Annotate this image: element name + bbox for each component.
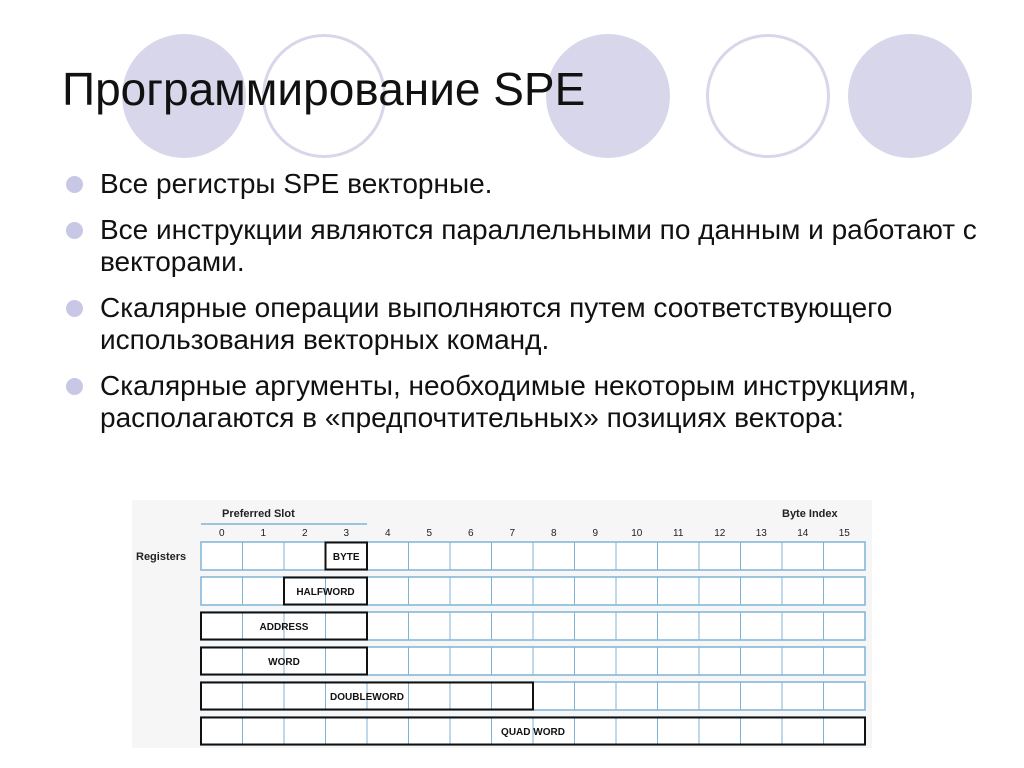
bullet-item — [64, 292, 984, 356]
byte-index-tick: 4 — [384, 528, 391, 539]
slide-title: Программирование SPE — [62, 63, 586, 115]
byte-index-tick: 7 — [509, 528, 516, 539]
bullet-item — [64, 168, 984, 200]
bullet-text: Скалярные операции выполняются путем соответствующего использования векторных команд. — [100, 292, 893, 355]
register-type-label: WORD — [268, 657, 300, 668]
register-type-label: BYTE — [332, 552, 360, 563]
preferred-slot-diagram — [132, 500, 872, 748]
decor-circle-5 — [848, 34, 972, 158]
bullet-dot-icon — [66, 300, 83, 317]
register-row — [201, 577, 865, 605]
byte-index-tick: 2 — [301, 528, 308, 539]
bullet-dot-icon — [66, 176, 83, 193]
byte-index-tick: 0 — [218, 528, 225, 539]
byte-index-tick: 13 — [755, 528, 767, 539]
preferred-slot-svg — [132, 500, 872, 748]
byte-index-tick: 11 — [673, 528, 684, 539]
preferred-slot-label: Preferred Slot — [222, 508, 295, 520]
register-type-label: DOUBLEWORD — [330, 692, 404, 703]
bullet-item — [64, 370, 984, 434]
register-type-label: ADDRESS — [259, 622, 309, 633]
byte-index-tick: 15 — [838, 528, 850, 539]
byte-index-tick: 6 — [467, 528, 474, 539]
register-type-label: HALFWORD — [296, 587, 355, 598]
byte-index-tick: 5 — [426, 528, 433, 539]
register-row — [201, 542, 865, 570]
bullet-dot-icon — [66, 222, 83, 239]
bullet-text: Скалярные аргументы, необходимые некоторым инструкциям, располагаются в «предпочтительных» позициях вектора: — [100, 370, 917, 433]
register-row — [201, 717, 865, 745]
register-row — [201, 647, 865, 675]
decor-circle-4 — [706, 34, 830, 158]
byte-index-label: Byte Index — [782, 508, 838, 520]
byte-index-tick: 1 — [260, 528, 267, 539]
byte-index-tick: 14 — [797, 528, 809, 539]
bullet-text: Все регистры SPE векторные. — [100, 168, 493, 199]
bullet-item — [64, 214, 984, 278]
byte-index-tick: 9 — [592, 528, 599, 539]
bullet-dot-icon — [66, 378, 83, 395]
byte-index-tick: 3 — [343, 528, 350, 539]
register-row — [201, 612, 865, 640]
byte-index-tick: 12 — [714, 528, 726, 539]
registers-label: Registers — [136, 551, 187, 563]
bullet-text: Все инструкции являются параллельными по данным и работают с векторами. — [100, 214, 977, 277]
byte-index-tick: 10 — [631, 528, 643, 539]
bullet-list — [64, 168, 984, 448]
register-row — [201, 682, 865, 710]
byte-index-tick: 8 — [550, 528, 557, 539]
register-type-label: QUAD WORD — [501, 727, 565, 738]
